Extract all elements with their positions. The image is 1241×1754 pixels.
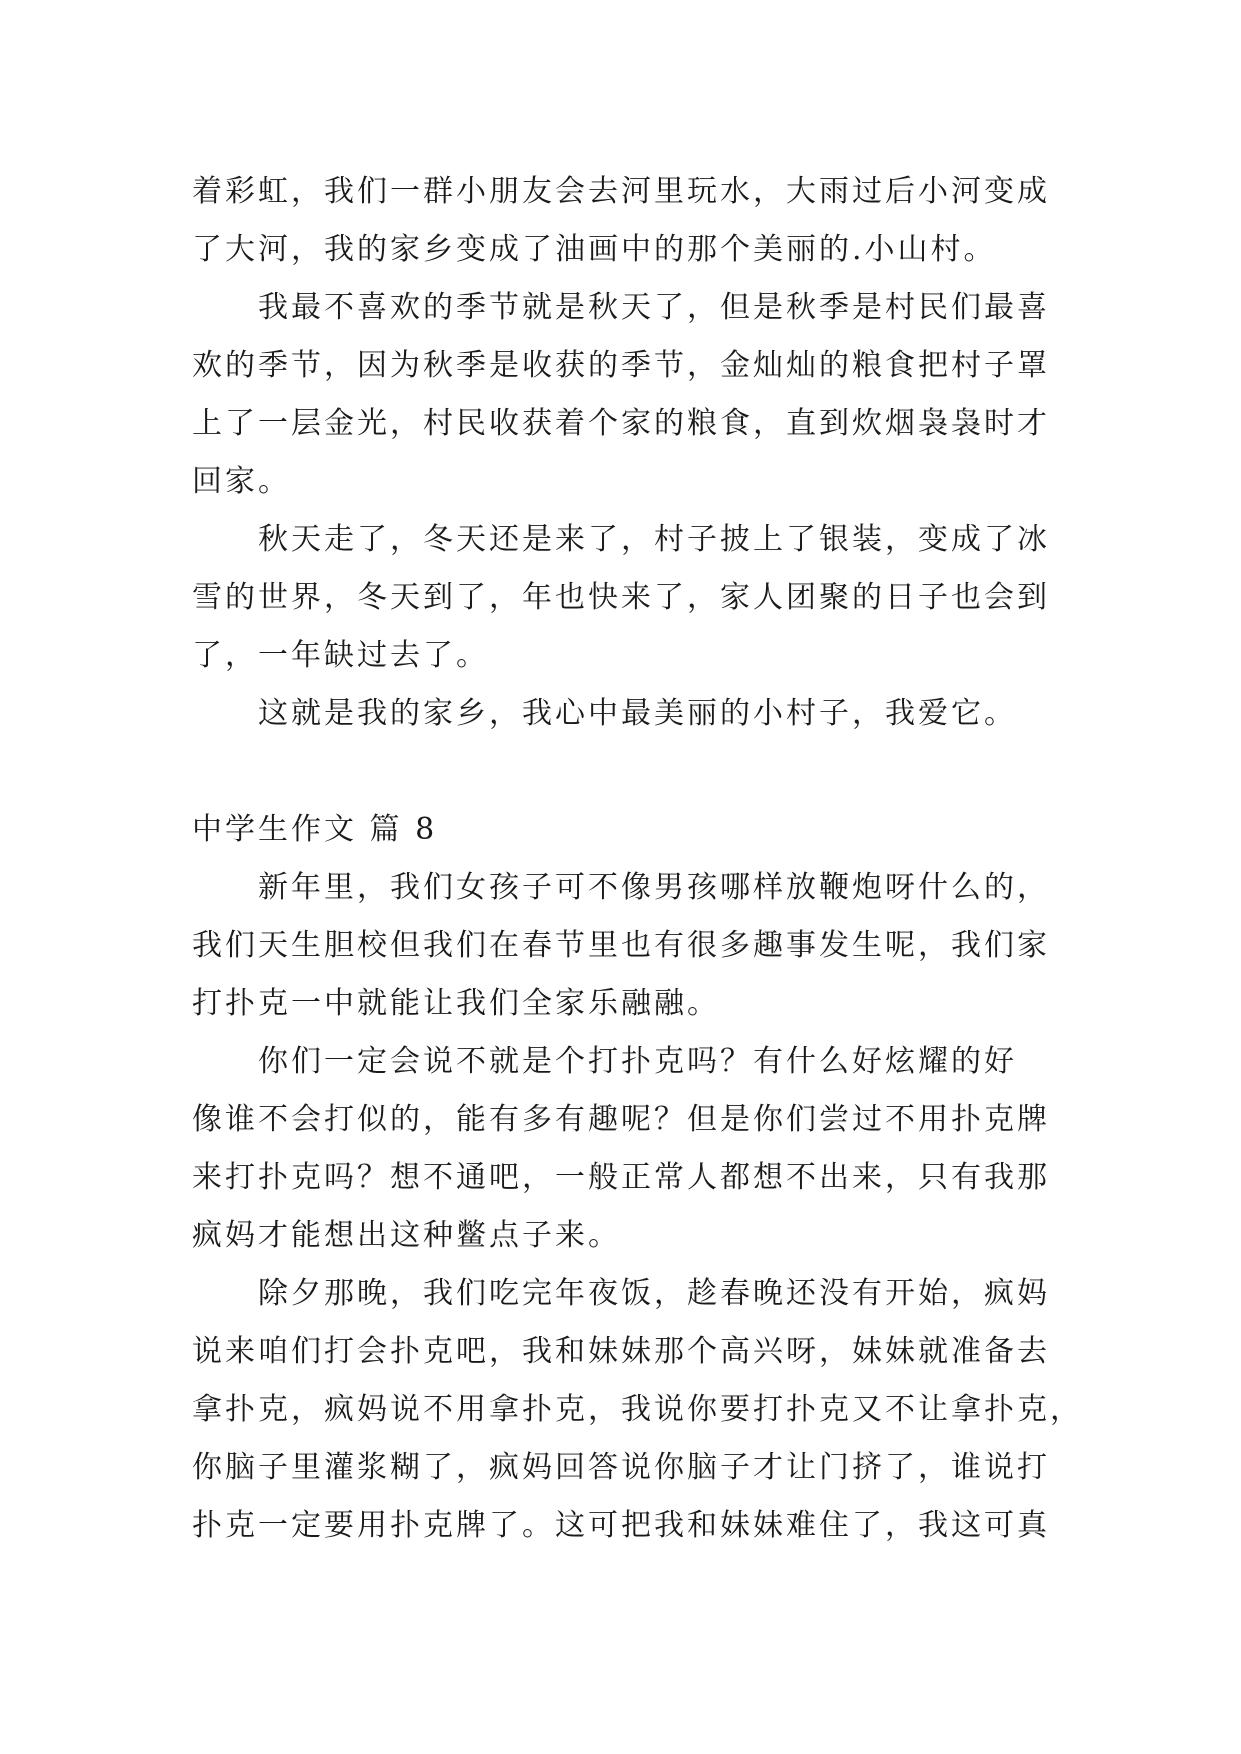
text-line: 上了一层金光，村民收获着个家的粮食，直到炊烟袅袅时才 (192, 406, 1050, 441)
section-title: 中学生作文 篇 8 (192, 812, 438, 847)
text-line: 我最不喜欢的季节就是秋天了，但是秋季是村民们最喜 (258, 290, 1050, 325)
text-line: 这就是我的家乡，我心中最美丽的小村子，我爱它。 (258, 696, 1017, 731)
text-line: 扑克一定要用扑克牌了。这可把我和妹妹难住了，我这可真 (192, 1508, 1050, 1543)
text-line: 着彩虹，我们一群小朋友会去河里玩水，大雨过后小河变成 (192, 174, 1050, 209)
text-line: 回家。 (192, 464, 291, 499)
text-line: 你脑子里灌浆糊了，疯妈回答说你脑子才让门挤了，谁说打 (192, 1450, 1050, 1485)
text-line: 疯妈才能想出这种鳖点子来。 (192, 1218, 621, 1253)
text-line: 说来咱们打会扑克吧，我和妹妹那个高兴呀，妹妹就准备去 (192, 1334, 1050, 1369)
text-line: 秋天走了，冬天还是来了，村子披上了银装，变成了冰 (258, 522, 1050, 557)
essay-8-body (192, 859, 1083, 1555)
text-line: 打扑克一中就能让我们全家乐融融。 (192, 986, 720, 1021)
text-line: 新年里，我们女孩子可不像男孩哪样放鞭炮呀什么的， (258, 870, 1050, 905)
document-body (192, 163, 1083, 1555)
text-line: 欢的季节，因为秋季是收获的季节，金灿灿的粮食把村子罩 (192, 348, 1050, 383)
section-gap (192, 743, 1054, 801)
text-line: 我们天生胆校但我们在春节里也有很多趣事发生呢，我们家 (192, 928, 1050, 963)
text-line: 拿扑克，疯妈说不用拿扑克，我说你要打扑克又不让拿扑克， (192, 1392, 1083, 1427)
text-line: 了大河，我的家乡变成了油画中的那个美丽的.小山村。 (192, 232, 997, 267)
text-line: 雪的世界，冬天到了，年也快来了，家人团聚的日子也会到 (192, 580, 1050, 615)
text-line: 除夕那晚，我们吃完年夜饭，趁春晚还没有开始，疯妈 (258, 1276, 1050, 1311)
essay-7-ending (192, 163, 1054, 743)
text-line: 来打扑克吗？想不通吧，一般正常人都想不出来，只有我那 (192, 1160, 1050, 1195)
text-line: 了，一年缺过去了。 (192, 638, 489, 673)
text-line: 你们一定会说不就是个打扑克吗？有什么好炫耀的好 (258, 1044, 1017, 1079)
text-line: 像谁不会打似的，能有多有趣呢？但是你们尝过不用扑克牌 (192, 1102, 1050, 1137)
